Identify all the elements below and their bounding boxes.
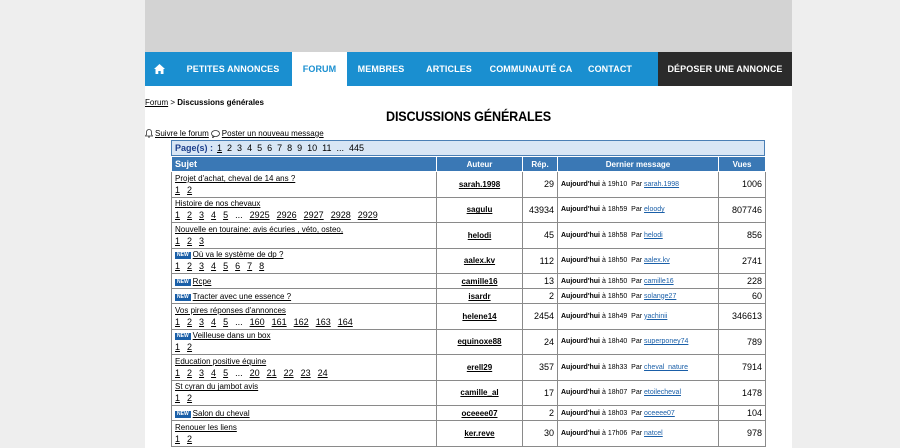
topic-author-link[interactable]: camille16	[461, 276, 498, 286]
topic-last-message-cell	[558, 274, 719, 289]
topic-replies: 112	[523, 248, 558, 274]
breadcrumb	[145, 98, 264, 107]
topic-page-link[interactable]: 2927	[303, 210, 324, 221]
topic-page-link[interactable]: 2929	[357, 210, 378, 221]
nav-home[interactable]	[145, 52, 174, 86]
topic-subject-cell	[172, 248, 437, 274]
table-row	[172, 406, 766, 421]
pagination-page-445[interactable]: 445	[349, 143, 365, 153]
last-message-day: Aujourd'hui	[561, 429, 600, 437]
topic-views: 1006	[719, 172, 766, 198]
topic-page-link[interactable]: 5	[223, 316, 229, 327]
last-message-day: Aujourd'hui	[561, 257, 600, 265]
topic-page-link[interactable]: 1	[175, 342, 181, 353]
topic-title-link[interactable]: Rcpe	[192, 276, 212, 286]
last-message-by-label: Par	[631, 231, 643, 239]
topic-subject-cell	[172, 172, 437, 198]
topic-pages	[175, 236, 433, 246]
pagination-page-4[interactable]: 4	[247, 143, 253, 153]
topic-title-link[interactable]: Education positive équine	[175, 356, 267, 366]
post-new-message-link[interactable]: Poster un nouveau message	[221, 129, 324, 138]
topic-views: 228	[719, 274, 766, 289]
topic-author-cell	[437, 406, 523, 421]
topic-page-link[interactable]: 2	[187, 342, 193, 353]
last-message-by-label: Par	[631, 257, 643, 265]
topic-replies: 13	[523, 274, 558, 289]
last-message-author-link[interactable]: oceeee07	[644, 409, 675, 417]
new-badge: NEW	[177, 293, 189, 300]
nav-communaute[interactable]: COMMUNAUTÉ CA	[489, 64, 573, 74]
last-message-author-link[interactable]: cheval_nature	[644, 363, 689, 371]
last-message-time: 18h40	[607, 338, 628, 346]
last-message-day: Aujourd'hui	[561, 338, 600, 346]
topic-page-link[interactable]: 3	[199, 210, 205, 221]
topic-last-message-cell	[558, 223, 719, 249]
topic-page-ellipsis: ...	[235, 210, 243, 221]
topic-replies: 2454	[523, 304, 558, 330]
pagination-page-6[interactable]: 6	[267, 143, 273, 153]
topic-replies: 357	[523, 355, 558, 381]
topic-page-link[interactable]: 1	[175, 210, 181, 221]
topic-last-message-cell	[558, 172, 719, 198]
table-row	[172, 329, 766, 355]
topic-pages	[175, 434, 433, 444]
topic-author-link[interactable]: equinoxe88	[457, 337, 502, 347]
last-message-at: à	[601, 292, 606, 300]
last-message-by-label: Par	[631, 312, 643, 320]
table-row	[172, 289, 766, 304]
topic-views: 978	[719, 421, 766, 447]
topic-page-link[interactable]: 7	[247, 261, 253, 272]
topic-page-link[interactable]: 4	[211, 367, 217, 378]
topic-replies: 30	[523, 421, 558, 447]
topic-page-link[interactable]: 23	[300, 367, 311, 378]
topic-title-link[interactable]: Renouer les liens	[175, 422, 237, 432]
last-message-time: 18h49	[607, 312, 628, 320]
table-row	[172, 355, 766, 381]
pagination-page-1[interactable]: 1	[217, 143, 223, 153]
topic-pages	[175, 210, 433, 220]
topic-author-cell	[437, 304, 523, 330]
header-replies: Rép.	[523, 157, 558, 172]
last-message-author-link[interactable]: helodi	[644, 231, 663, 239]
topic-views: 346613	[719, 304, 766, 330]
last-message-time: 19h10	[607, 180, 628, 188]
topic-page-link[interactable]: 4	[211, 261, 217, 272]
last-message-at: à	[601, 389, 606, 397]
last-message-time: 18h03	[607, 409, 628, 417]
last-message-day: Aujourd'hui	[561, 231, 600, 239]
topic-page-link[interactable]: 161	[271, 316, 287, 327]
topic-page-link[interactable]: 4	[211, 316, 217, 327]
page-title: DISCUSSIONS GÉNÉRALES	[386, 108, 551, 124]
topic-views: 60	[719, 289, 766, 304]
topic-pages	[175, 342, 433, 352]
pagination-label: Page(s) :	[175, 143, 214, 153]
topic-page-link[interactable]: 24	[317, 367, 328, 378]
topic-last-message-cell	[558, 197, 719, 223]
topic-author-cell	[437, 355, 523, 381]
topic-author-link[interactable]: sarah.1998	[458, 179, 501, 189]
table-row	[172, 197, 766, 223]
topic-replies: 2	[523, 289, 558, 304]
last-message-at: à	[601, 257, 606, 265]
topic-page-link[interactable]: 5	[223, 367, 229, 378]
topic-page-link[interactable]: 2	[187, 433, 193, 444]
pagination-page-8[interactable]: 8	[287, 143, 293, 153]
topic-views: 807746	[719, 197, 766, 223]
table-row	[172, 304, 766, 330]
topic-author-cell	[437, 421, 523, 447]
nav-membres[interactable]: MEMBRES	[357, 64, 405, 74]
last-message-time: 18h59	[607, 206, 628, 214]
topic-page-link[interactable]: 2	[187, 393, 193, 404]
topic-last-message-cell	[558, 421, 719, 447]
topic-replies: 29	[523, 172, 558, 198]
last-message-author-link[interactable]: sarah.1998	[644, 180, 680, 188]
last-message-author-link[interactable]: aalex.kv	[644, 257, 670, 265]
topic-views: 104	[719, 406, 766, 421]
new-badge: NEW	[177, 278, 189, 285]
last-message-day: Aujourd'hui	[561, 312, 600, 320]
topic-subject-cell	[172, 223, 437, 249]
topic-author-cell	[437, 197, 523, 223]
topic-replies: 2	[523, 406, 558, 421]
last-message-time: 18h50	[607, 292, 628, 300]
last-message-time: 18h58	[607, 231, 628, 239]
last-message-at: à	[601, 312, 606, 320]
topic-author-cell	[437, 289, 523, 304]
topic-title-link[interactable]: Tracter avec une essence ?	[192, 291, 292, 301]
last-message-by-label: Par	[631, 363, 643, 371]
header-last-message: Dernier message	[558, 157, 719, 172]
topic-replies: 24	[523, 329, 558, 355]
topic-replies: 43934	[523, 197, 558, 223]
topic-author-link[interactable]: aalex.kv	[463, 256, 496, 266]
topic-views: 1478	[719, 380, 766, 406]
pagination-page-3[interactable]: 3	[237, 143, 243, 153]
topic-page-link[interactable]: 2	[187, 210, 193, 221]
topic-title-link[interactable]: Salon du cheval	[192, 408, 250, 418]
topic-page-link[interactable]: 2	[187, 261, 193, 272]
topic-page-link[interactable]: 8	[259, 261, 265, 272]
topic-page-link[interactable]: 162	[293, 316, 309, 327]
topic-views: 789	[719, 329, 766, 355]
topic-page-link[interactable]: 3	[199, 316, 205, 327]
last-message-at: à	[601, 231, 606, 239]
site-container	[145, 0, 792, 448]
new-message-icon	[211, 130, 220, 138]
last-message-author-link[interactable]: superponey74	[644, 338, 689, 346]
table-row	[172, 248, 766, 274]
topic-last-message-cell	[558, 289, 719, 304]
last-message-time: 18h07	[607, 389, 628, 397]
topic-subject-cell	[172, 304, 437, 330]
topic-title-link[interactable]: Vos pires réponses d'annonces	[175, 305, 286, 315]
pagination	[171, 140, 765, 156]
topic-subject-cell	[172, 421, 437, 447]
topic-subject-cell	[172, 289, 437, 304]
topic-last-message-cell	[558, 380, 719, 406]
topic-last-message-cell	[558, 406, 719, 421]
last-message-time: 18h50	[607, 277, 628, 285]
table-header-row	[172, 157, 766, 172]
topic-author-link[interactable]: ker.reve	[464, 428, 495, 438]
last-message-day: Aujourd'hui	[561, 389, 600, 397]
nav-deposer-annonce[interactable]: DÉPOSER UNE ANNONCE	[658, 52, 792, 86]
topic-page-link[interactable]: 21	[266, 367, 277, 378]
breadcrumb-current: Discussions générales	[177, 98, 264, 107]
last-message-by-label: Par	[631, 409, 643, 417]
last-message-time: 18h33	[607, 363, 628, 371]
topic-subject-cell	[172, 274, 437, 289]
topic-last-message-cell	[558, 248, 719, 274]
nav-petites-annonces[interactable]: PETITES ANNONCES	[186, 64, 280, 74]
topic-author-cell	[437, 223, 523, 249]
topic-page-link[interactable]: 1	[175, 261, 181, 272]
topic-page-link[interactable]: 3	[199, 235, 205, 246]
pagination-page-10[interactable]: 10	[307, 143, 318, 153]
topic-views: 2741	[719, 248, 766, 274]
topic-page-link[interactable]: 2	[187, 367, 193, 378]
pagination-page-2[interactable]: 2	[227, 143, 233, 153]
last-message-by-label: Par	[631, 338, 643, 346]
last-message-day: Aujourd'hui	[561, 277, 600, 285]
nav-forum[interactable]: FORUM	[292, 52, 347, 86]
topic-pages	[175, 185, 433, 195]
pagination-page-9[interactable]: 9	[297, 143, 303, 153]
topic-page-link[interactable]: 1	[175, 393, 181, 404]
last-message-at: à	[601, 363, 606, 371]
table-row	[172, 172, 766, 198]
topic-page-link[interactable]: 2928	[330, 210, 351, 221]
topic-subject-cell	[172, 355, 437, 381]
topic-author-link[interactable]: helodi	[467, 230, 492, 240]
topic-subject-cell	[172, 197, 437, 223]
last-message-time: 18h50	[607, 257, 628, 265]
topic-page-link[interactable]: 2926	[276, 210, 297, 221]
table-row	[172, 421, 766, 447]
last-message-author-link[interactable]: camille16	[644, 277, 674, 285]
last-message-author-link[interactable]: yachinii	[644, 312, 668, 320]
topic-page-link[interactable]: 5	[223, 261, 229, 272]
last-message-at: à	[601, 429, 606, 437]
last-message-author-link[interactable]: solange27	[644, 292, 677, 300]
last-message-day: Aujourd'hui	[561, 180, 600, 188]
top-banner	[145, 0, 792, 52]
topic-subject-cell	[172, 406, 437, 421]
last-message-by-label: Par	[631, 180, 643, 188]
topic-author-cell	[437, 380, 523, 406]
topic-pages	[175, 368, 433, 378]
topic-page-link[interactable]: 1	[175, 235, 181, 246]
main-nav	[145, 52, 792, 86]
bell-icon	[145, 129, 153, 138]
last-message-by-label: Par	[631, 277, 643, 285]
topic-page-link[interactable]: 2	[187, 235, 193, 246]
topic-subject-cell	[172, 329, 437, 355]
last-message-by-label: Par	[631, 292, 643, 300]
topic-author-link[interactable]: sagulu	[466, 205, 493, 215]
topic-page-link[interactable]: 160	[249, 316, 265, 327]
topic-last-message-cell	[558, 355, 719, 381]
last-message-by-label: Par	[631, 206, 643, 214]
topic-title-link[interactable]: Nouvelle en touraine: avis écuries , véto, osteo,	[175, 224, 344, 234]
topic-title-link[interactable]: Projet d'achat, cheval de 14 ans ?	[175, 173, 296, 183]
topic-author-cell	[437, 248, 523, 274]
topic-subject-cell	[172, 380, 437, 406]
topic-page-ellipsis: ...	[235, 316, 243, 327]
new-badge: NEW	[177, 252, 189, 259]
topic-page-link[interactable]: 2925	[249, 210, 270, 221]
topic-author-cell	[437, 172, 523, 198]
nav-articles[interactable]: ARTICLES	[426, 64, 472, 74]
topic-page-link[interactable]: 1	[175, 367, 181, 378]
topic-title-link[interactable]: St cyran du jambot avis	[175, 382, 259, 392]
topic-page-link[interactable]: 2	[187, 184, 193, 195]
topic-author-link[interactable]: oceeee07	[461, 408, 498, 418]
topic-title-link[interactable]: Où va le système de dp ?	[192, 250, 284, 260]
breadcrumb-separator: >	[168, 98, 178, 107]
nav-contact[interactable]: CONTACT	[587, 64, 633, 74]
table-row	[172, 274, 766, 289]
pagination-pages	[217, 143, 369, 153]
topic-page-link[interactable]: 3	[199, 367, 205, 378]
table-row	[172, 380, 766, 406]
topic-last-message-cell	[558, 329, 719, 355]
new-badge: NEW	[177, 410, 189, 417]
forum-actions	[145, 129, 324, 138]
last-message-by-label: Par	[631, 389, 643, 397]
header-views: Vues	[719, 157, 766, 172]
last-message-at: à	[601, 277, 606, 285]
last-message-day: Aujourd'hui	[561, 409, 600, 417]
topic-page-link[interactable]: 1	[175, 184, 181, 195]
follow-forum-link[interactable]: Suivre le forum	[155, 129, 209, 138]
topic-page-link[interactable]: 4	[211, 210, 217, 221]
topic-page-link[interactable]: 5	[223, 210, 229, 221]
topic-page-link[interactable]: 2	[187, 316, 193, 327]
last-message-at: à	[601, 338, 606, 346]
topic-author-link[interactable]: erell29	[466, 362, 493, 372]
topic-page-link[interactable]: 6	[235, 261, 241, 272]
pagination-page-11[interactable]: 11	[322, 143, 332, 153]
topic-page-link[interactable]: 1	[175, 316, 181, 327]
topic-author-cell	[437, 274, 523, 289]
last-message-by-label: Par	[631, 429, 643, 437]
topic-author-link[interactable]: isardr	[468, 291, 491, 301]
topic-views: 856	[719, 223, 766, 249]
topic-pages	[175, 317, 433, 327]
last-message-time: 17h06	[607, 429, 628, 437]
topic-title-link[interactable]: Veilleuse dans un box	[192, 331, 271, 341]
topic-page-link[interactable]: 22	[283, 367, 294, 378]
last-message-at: à	[601, 409, 606, 417]
topic-page-link[interactable]: 1	[175, 433, 181, 444]
topic-pages	[175, 393, 433, 403]
topic-views: 7914	[719, 355, 766, 381]
pagination-page-7[interactable]: 7	[277, 143, 283, 153]
header-subject: Sujet	[172, 157, 437, 172]
last-message-author-link[interactable]: etoilecheval	[644, 389, 681, 397]
topic-page-ellipsis: ...	[235, 367, 243, 378]
home-icon	[154, 64, 165, 74]
last-message-day: Aujourd'hui	[561, 206, 600, 214]
topic-pages	[175, 261, 433, 271]
header-author: Auteur	[437, 157, 523, 172]
pagination-page-5[interactable]: 5	[257, 143, 263, 153]
topic-author-cell	[437, 329, 523, 355]
topic-page-link[interactable]: 163	[315, 316, 331, 327]
topic-author-link[interactable]: camille_al	[460, 388, 499, 398]
breadcrumb-forum-link[interactable]: Forum	[145, 98, 169, 107]
last-message-day: Aujourd'hui	[561, 292, 600, 300]
topic-title-link[interactable]: Histoire de nos chevaux	[175, 199, 261, 209]
new-badge: NEW	[177, 333, 189, 340]
topic-page-link[interactable]: 164	[337, 316, 353, 327]
topic-page-link[interactable]: 3	[199, 261, 205, 272]
pagination-ellipsis: ...	[336, 143, 345, 153]
table-row	[172, 223, 766, 249]
topic-author-link[interactable]: helene14	[462, 311, 497, 321]
last-message-author-link[interactable]: eloody	[644, 206, 665, 214]
topic-replies: 17	[523, 380, 558, 406]
topic-page-link[interactable]: 20	[249, 367, 260, 378]
last-message-at: à	[601, 180, 606, 188]
topic-last-message-cell	[558, 304, 719, 330]
topics-table	[171, 156, 766, 447]
last-message-at: à	[601, 206, 606, 214]
topic-replies: 45	[523, 223, 558, 249]
last-message-author-link[interactable]: natcel	[644, 429, 663, 437]
last-message-day: Aujourd'hui	[561, 363, 600, 371]
